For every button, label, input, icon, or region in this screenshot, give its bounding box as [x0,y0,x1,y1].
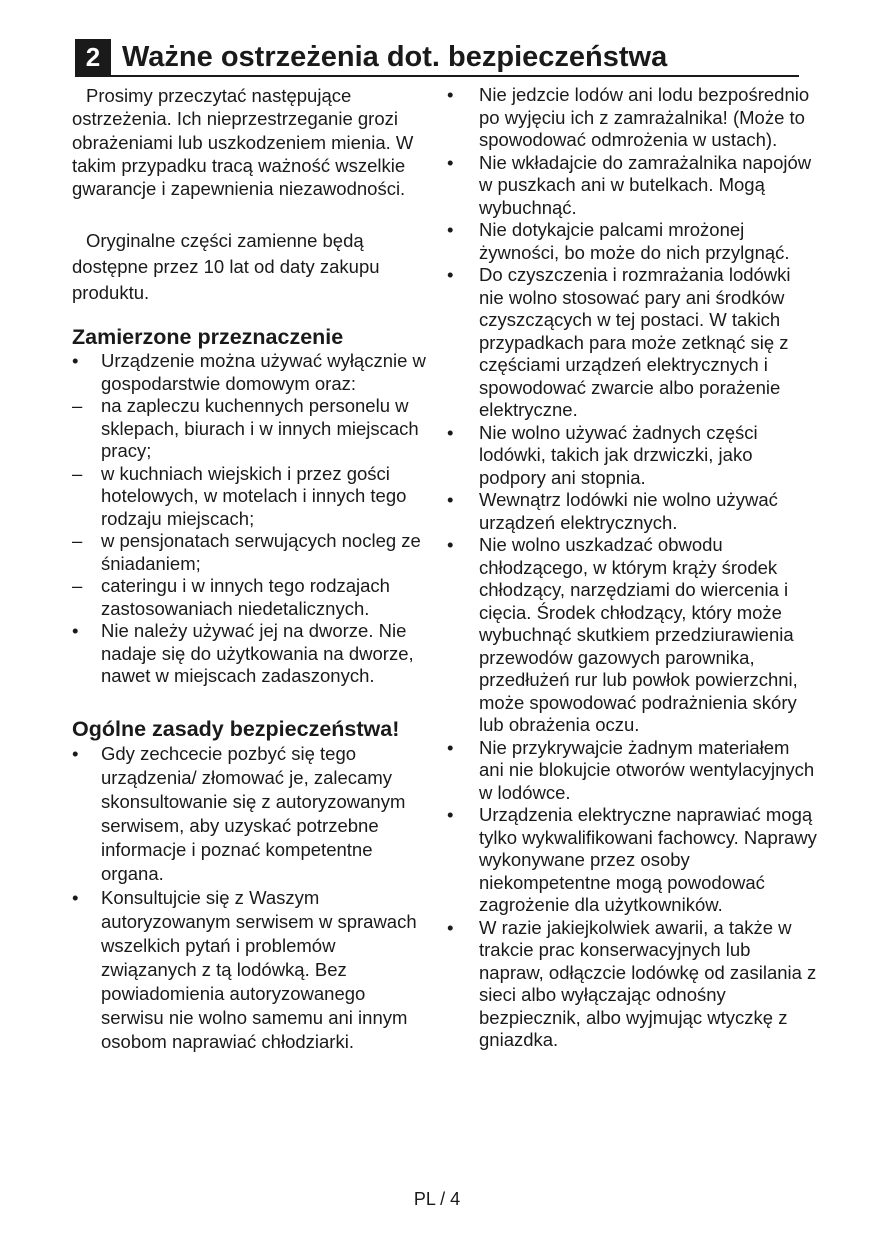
list-item-text: Do czyszczenia i rozmrażania lodówki nie wolno stosować pary ani środków czyszczących w tej postaci. W takich przypadkach para może zetknąć się z częściami urządzeń elektrycznych i spowodować zwarcie albo porażenie elektryczne. [479,264,791,420]
list-marker: • [447,151,454,173]
list-item-text: Konsultujcie się z Waszym autoryzowanym serwisem w sprawach wszelkich pytań i problemów związanych z tą lodówką. Bez powiadomienia autoryzowanego serwisu nie wolno samemu ani innym osobom naprawiać chłodziarki. [101,886,417,1052]
spare-parts-paragraph: Oryginalne części zamienne będą dostępne przez 10 lat od daty zakupu produktu. [72,230,380,304]
list-marker: • [72,350,79,372]
list-item [447,534,819,737]
list-item-text: Nie wolno używać żadnych części lodówki, takich jak drzwiczki, jako podpory ani stopnia. [479,421,758,488]
list-item-text: Wewnątrz lodówki nie wolno używać urządzeń elektrycznych. [479,489,778,533]
list-item [447,219,819,264]
list-item-text: Nie należy używać jej na dworze. Nie nadaje się do użytkowania na dworze, nawet w miejscach zadaszonych. [101,620,414,687]
list-item-text: Urządzenia elektryczne naprawiać mogą tylko wykwalifikowani fachowcy. Naprawy wykonywane przez osoby niekompetentne mogą powodować zagrożenie dla użytkowników. [479,804,817,915]
list-item-text: w pensjonatach serwujących nocleg ze śniadaniem; [101,530,421,574]
list-item [447,84,819,152]
intended-use-list [72,350,432,688]
intended-use-heading: Zamierzone przeznaczenie [72,325,344,350]
list-marker: • [447,534,454,555]
list-marker: • [447,736,454,758]
list-item [72,395,432,463]
general-safety-list [72,742,432,1054]
page-number: PL / 4 [413,1189,461,1209]
list-marker: • [447,264,454,285]
list-item-text: na zapleczu kuchennych personelu w sklepach, biurach i w innych miejscach pracy; [101,395,419,462]
list-item-text: Gdy zechcecie pozbyć się tego urządzenia/ złomować je, zalecamy skonsultowanie się z autoryzowanym serwisem, aby uzyskać potrzebne informacje i poznać kompetentne organa. [101,742,406,884]
general-safety-heading: Ogólne zasady bezpieczeństwa! [72,716,400,741]
list-marker: • [447,804,454,825]
left-column [72,84,432,1054]
list-item-text: Nie przykrywajcie żadnym materiałem ani nie blokujcie otworów wentylacyjnych w lodówce. [479,736,815,803]
list-marker: • [447,421,454,443]
safety-warnings-list [447,84,819,1052]
list-marker: • [447,219,454,240]
list-item [447,917,819,1052]
list-marker: • [72,620,79,642]
right-column [447,84,819,1052]
intro-warning-paragraph: Prosimy przeczytać następujące ostrzeżenia. Ich nieprzestrzeganie grozi obrażeniami lub uszkodzeniem mienia. W takim przypadku tracą ważność wszelkie gwarancje i zapewnienia niezawodności. [72,85,414,200]
list-item [447,737,819,805]
list-marker: – [72,530,83,552]
list-item-text: Nie wkładajcie do zamrażalnika napojów w puszkach ani w butelkach. Mogą wybuchnąć. [479,151,812,218]
list-marker: – [72,395,83,417]
list-item [72,742,432,886]
list-item [72,575,432,620]
chapter-title: Ważne ostrzeżenia dot. bezpieczeństwa [122,41,668,73]
list-item [72,350,432,395]
list-item [447,152,819,220]
list-item [447,264,819,422]
list-marker: – [72,575,83,597]
list-item [72,530,432,575]
list-item-text: Nie wolno uszkadzać obwodu chłodzącego, w którym krąży środek chłodzący, narzędziami do wiercenia i cięcia. Środek chłodzący, który może wybuchnąć skutkiem przedziurawienia przewodów gazowych parownika, przedłużeń rur lub powłok powierzchni, może spowodować podrażnienia skóry lub obrażenia oczu. [479,534,798,735]
list-marker: • [447,84,454,105]
list-marker: – [72,462,83,484]
list-item-text: Nie jedzcie lodów ani lodu bezpośrednio po wyjęciu ich z zamrażalnika! (Może to spowodować odmrożenia w ustach). [479,84,810,150]
list-item-text: Nie dotykajcie palcami mrożonej żywności, bo może do nich przylgnąć. [479,219,790,263]
list-item [72,620,432,688]
list-marker: • [72,886,79,908]
list-marker: • [447,916,454,938]
list-item-text: w kuchniach wiejskich i przez gości hotelowych, w motelach i innych tego rodzaju miejscach; [101,462,407,529]
list-item-text: cateringu i w innych tego rodzajach zastosowaniach niedetalicznych. [101,575,390,619]
list-marker: • [72,742,79,764]
chapter-header [75,36,799,77]
list-item-text: W razie jakiejkolwiek awarii, a także w trakcie prac konserwacyjnych lub napraw, odłączcie lodówkę od zasilania z sieci albo wyłączając odnośny bezpiecznik, albo wyjmując wtyczkę z gniazdka. [479,916,817,1050]
list-item [72,886,432,1054]
list-item [447,422,819,490]
list-item-text: Urządzenie można używać wyłącznie w gospodarstwie domowym oraz: [101,350,426,394]
list-item [72,463,432,531]
list-marker: • [447,489,454,510]
list-item [447,804,819,917]
chapter-number-badge: 2 [75,39,111,75]
list-item [447,489,819,534]
